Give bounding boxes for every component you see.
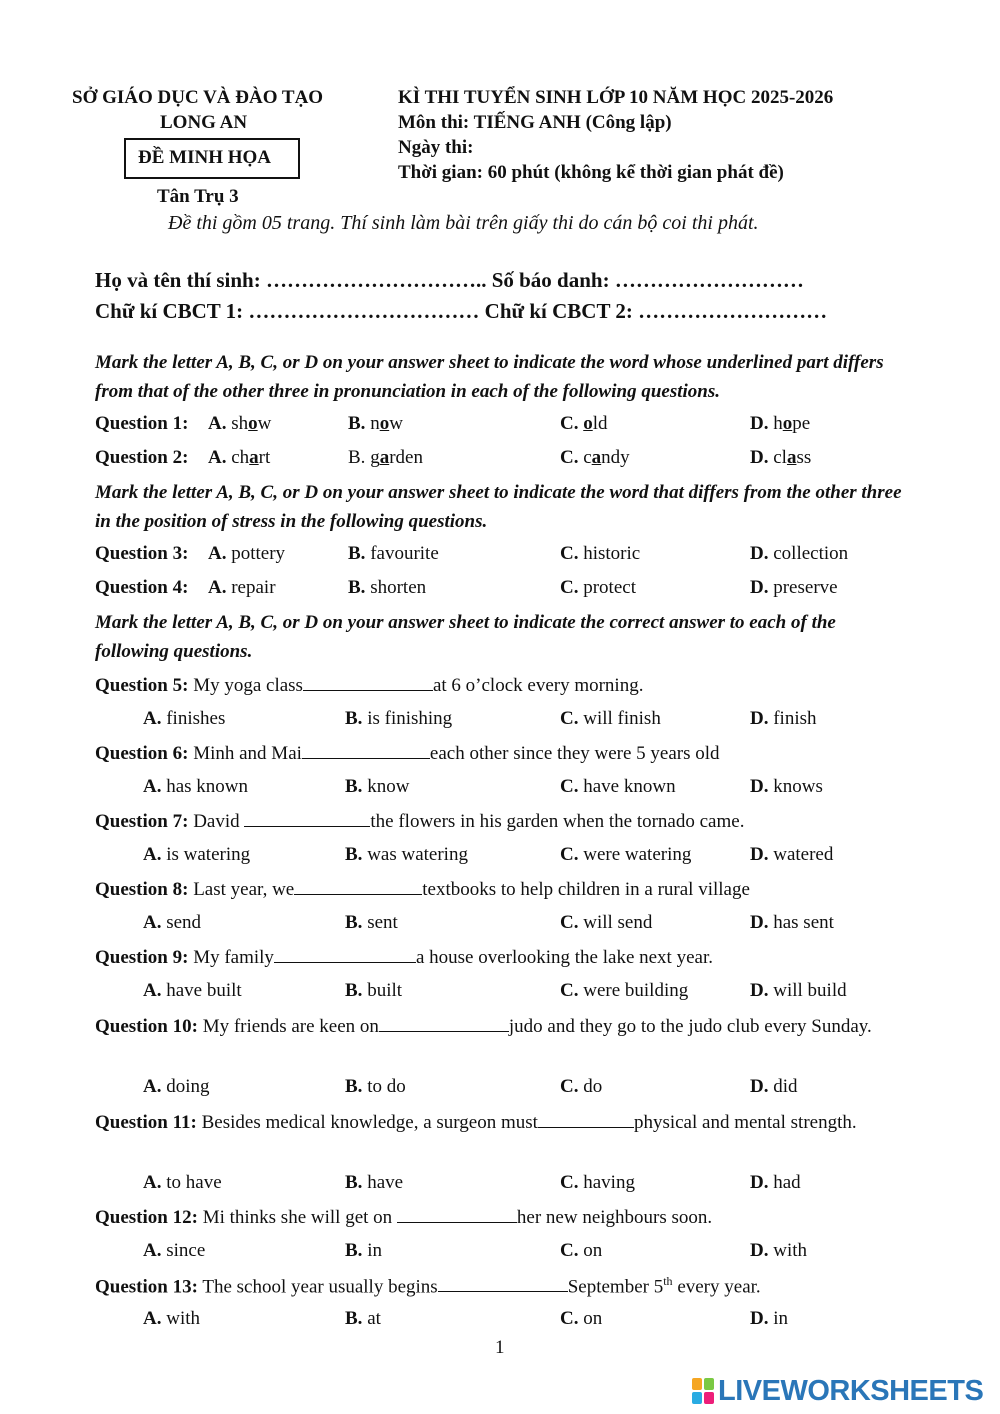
option-letter: B. xyxy=(345,708,363,729)
underlined-letter: a xyxy=(249,447,259,468)
option-letter: C. xyxy=(560,413,579,434)
option-letter: D. xyxy=(750,1240,769,1261)
answer-option xyxy=(143,1240,205,1262)
question-label: Question 1: xyxy=(95,413,189,434)
option-letter: D. xyxy=(750,912,769,933)
answer-option xyxy=(750,1308,788,1330)
question-label: Question 6: xyxy=(95,743,189,764)
question-label: Question 9: xyxy=(95,947,189,968)
option-letter: C. xyxy=(560,543,579,564)
answer-option xyxy=(208,543,285,565)
option-letter: D. xyxy=(750,577,769,598)
answer-option xyxy=(560,708,661,730)
option-letter: B. xyxy=(348,543,366,564)
answer-blank xyxy=(397,1206,517,1223)
word-suffix: rden xyxy=(389,447,423,468)
stem-after: the flowers in his garden when the tornado came. xyxy=(370,811,745,832)
word-prefix: h xyxy=(773,413,783,434)
word-prefix: ch xyxy=(231,447,250,468)
option-letter: B. xyxy=(345,1172,363,1193)
question-label: Question 4: xyxy=(95,577,189,598)
underlined-letter: o xyxy=(379,413,390,434)
option-letter: B. xyxy=(345,1240,363,1261)
answer-blank xyxy=(438,1275,568,1292)
answer-option xyxy=(345,1240,382,1262)
option-letter: C. xyxy=(560,708,579,729)
option-text: is finishing xyxy=(367,708,453,729)
stem-before: Besides medical knowledge, a surgeon must xyxy=(201,1112,538,1133)
answer-blank xyxy=(244,810,370,827)
option-text: preserve xyxy=(773,577,838,598)
watermark-text: LIVEWORKSHEETS xyxy=(718,1374,984,1407)
stem-before: David xyxy=(193,811,245,832)
option-text: to do xyxy=(367,1076,406,1097)
answer-option xyxy=(750,1240,807,1262)
question-stem xyxy=(95,1108,904,1137)
option-letter: D. xyxy=(750,447,769,468)
word-suffix: rt xyxy=(258,447,271,468)
exam-subject: Môn thi: TIẾNG ANH (Công lập) xyxy=(398,112,672,133)
stem-before: Mi thinks she will get on xyxy=(202,1207,397,1228)
option-letter: B. xyxy=(348,413,366,434)
underlined-letter: a xyxy=(591,447,602,468)
option-text: were building xyxy=(583,980,689,1001)
liveworksheets-logo-icon xyxy=(692,1378,714,1404)
option-letter: D. xyxy=(750,543,769,564)
option-letter: C. xyxy=(560,912,579,933)
stem-before: Minh and Mai xyxy=(193,743,302,764)
option-text: have built xyxy=(166,980,242,1001)
stem-after: judo and they go to the judo club every Sunday. xyxy=(508,1016,872,1037)
question-label: Question 5: xyxy=(95,675,189,696)
option-letter: D. xyxy=(750,776,769,797)
answer-option xyxy=(348,543,439,565)
answer-option xyxy=(348,413,403,435)
option-letter: A. xyxy=(208,543,227,564)
option-letter: D. xyxy=(750,1076,769,1097)
option-text: has known xyxy=(166,776,249,797)
answer-option xyxy=(560,1240,602,1262)
underlined-letter: a xyxy=(379,447,390,468)
answer-option xyxy=(143,1308,200,1330)
option-text: on xyxy=(583,1308,603,1329)
answer-option xyxy=(345,1308,381,1330)
stem-before: My family xyxy=(193,947,274,968)
answer-option xyxy=(345,776,409,798)
option-letter: B. xyxy=(348,447,366,468)
question-label: Question 8: xyxy=(95,879,189,900)
option-letter: C. xyxy=(560,776,579,797)
dept-name: SỞ GIÁO DỤC VÀ ĐÀO TẠO xyxy=(72,87,324,108)
option-letter: A. xyxy=(208,447,227,468)
word-suffix: w xyxy=(389,413,403,434)
option-letter: C. xyxy=(560,447,579,468)
stem-after: at 6 o’clock every morning. xyxy=(432,675,644,696)
answer-option xyxy=(560,413,608,435)
word-prefix: g xyxy=(370,447,380,468)
answer-option xyxy=(143,912,201,934)
answer-option xyxy=(208,413,271,435)
option-text: will send xyxy=(583,912,653,933)
underlined-letter: o xyxy=(248,413,258,434)
answer-option xyxy=(750,577,838,599)
question-label: Question 13: xyxy=(95,1276,198,1298)
answer-option xyxy=(750,708,817,730)
question-label: Question 7: xyxy=(95,811,189,832)
option-letter: B. xyxy=(348,577,366,598)
answer-option xyxy=(750,844,833,866)
option-letter: C. xyxy=(560,844,579,865)
option-text: finishes xyxy=(166,708,226,729)
answer-blank xyxy=(303,674,433,691)
answer-option xyxy=(208,447,270,469)
underlined-letter: a xyxy=(786,447,797,468)
option-letter: B. xyxy=(345,844,363,865)
question-stem xyxy=(95,878,750,901)
option-text: in xyxy=(367,1240,382,1261)
option-letter: C. xyxy=(560,1308,579,1329)
option-letter: C. xyxy=(560,1076,579,1097)
question-label: Question 12: xyxy=(95,1207,198,1228)
option-letter: B. xyxy=(345,980,363,1001)
question-stem xyxy=(95,1206,712,1229)
option-letter: D. xyxy=(750,844,769,865)
option-letter: D. xyxy=(750,708,769,729)
option-text: since xyxy=(166,1240,206,1261)
option-text: send xyxy=(166,912,202,933)
answer-option xyxy=(560,447,630,469)
exam-duration: Thời gian: 60 phút (không kể thời gian phát đề) xyxy=(398,162,784,183)
answer-option xyxy=(208,577,276,599)
question-stem xyxy=(95,1012,904,1041)
answer-option xyxy=(560,1076,602,1098)
answer-option xyxy=(345,1076,406,1098)
stem-after: textbooks to help children in a rural village xyxy=(422,879,750,900)
word-suffix: pe xyxy=(792,413,811,434)
option-text: on xyxy=(583,1240,603,1261)
page-number: 1 xyxy=(495,1337,505,1358)
option-text: had xyxy=(773,1172,801,1193)
option-text: sent xyxy=(367,912,398,933)
proctor-sign-line: Chữ kí CBCT 1: …………………………… Chữ kí CBCT 2: ……………………… xyxy=(95,299,828,323)
option-letter: A. xyxy=(143,980,162,1001)
answer-option xyxy=(143,1076,210,1098)
answer-option xyxy=(345,912,398,934)
option-letter: A. xyxy=(143,1240,162,1261)
option-letter: B. xyxy=(345,776,363,797)
option-letter: C. xyxy=(560,1172,579,1193)
option-text: do xyxy=(583,1076,603,1097)
stem-after: September 5 xyxy=(567,1276,664,1298)
stem-before: My friends are keen on xyxy=(202,1016,379,1037)
option-text: has sent xyxy=(773,912,834,933)
option-text: having xyxy=(583,1172,635,1193)
word-prefix: sh xyxy=(231,413,249,434)
answer-option xyxy=(750,1076,798,1098)
option-letter: B. xyxy=(345,1308,363,1329)
question-label: Question 3: xyxy=(95,543,189,564)
answer-blank xyxy=(294,878,422,895)
stem-before: The school year usually begins xyxy=(202,1276,438,1298)
stem-before: My yoga class xyxy=(193,675,303,696)
answer-blank xyxy=(379,1015,509,1032)
answer-option xyxy=(143,708,225,730)
option-text: knows xyxy=(773,776,823,797)
question-stem xyxy=(95,810,744,833)
answer-option xyxy=(345,844,468,866)
answer-option xyxy=(560,1172,635,1194)
answer-option xyxy=(345,708,452,730)
school-name: Tân Trụ 3 xyxy=(157,186,239,207)
answer-option xyxy=(143,980,242,1002)
option-text: shorten xyxy=(370,577,427,598)
question-label: Question 2: xyxy=(95,447,189,468)
stem-after: each other since they were 5 years old xyxy=(429,743,720,764)
answer-option xyxy=(560,577,636,599)
option-text: was watering xyxy=(367,844,468,865)
option-letter: A. xyxy=(143,776,162,797)
option-text: did xyxy=(773,1076,798,1097)
option-text: have known xyxy=(583,776,676,797)
option-letter: D. xyxy=(750,1308,769,1329)
stem-after: her new neighbours soon. xyxy=(516,1207,713,1228)
stem-after: physical and mental strength. xyxy=(633,1112,857,1133)
option-text: protect xyxy=(583,577,636,598)
option-letter: B. xyxy=(345,912,363,933)
option-letter: A. xyxy=(143,1076,162,1097)
option-letter: A. xyxy=(208,577,227,598)
word-suffix: ld xyxy=(592,413,608,434)
word-prefix: n xyxy=(370,413,380,434)
option-letter: A. xyxy=(143,1308,162,1329)
option-text: to have xyxy=(166,1172,222,1193)
exam-date: Ngày thi: xyxy=(398,137,474,158)
option-text: have xyxy=(367,1172,404,1193)
option-letter: A. xyxy=(143,844,162,865)
answer-option xyxy=(560,844,691,866)
question-stem xyxy=(95,946,713,969)
option-text: collection xyxy=(773,543,849,564)
answer-option xyxy=(750,413,810,435)
option-letter: A. xyxy=(208,413,227,434)
answer-option xyxy=(348,577,426,599)
answer-blank xyxy=(274,946,416,963)
exam-note: Đề thi gồm 05 trang. Thí sinh làm bài trên giấy thi do cán bộ coi thi phát. xyxy=(168,212,759,234)
word-suffix: ss xyxy=(796,447,812,468)
option-text: doing xyxy=(166,1076,210,1097)
answer-option xyxy=(560,912,652,934)
answer-option xyxy=(560,543,640,565)
sample-exam-label: ĐỀ MINH HỌA xyxy=(138,147,271,168)
answer-option xyxy=(143,1172,222,1194)
option-text: favourite xyxy=(370,543,439,564)
stem-before: Last year, we xyxy=(193,879,295,900)
underlined-letter: o xyxy=(583,413,593,434)
option-letter: A. xyxy=(143,1172,162,1193)
option-text: historic xyxy=(583,543,641,564)
question-stem xyxy=(95,674,643,697)
option-letter: C. xyxy=(560,1240,579,1261)
option-text: will finish xyxy=(583,708,661,729)
underlined-letter: o xyxy=(782,413,793,434)
instruction-pronunciation: Mark the letter A, B, C, or D on your answer sheet to indicate the word whose underlined part differs from that of the other three in pronunciation in each of the following questions. xyxy=(95,352,884,402)
option-text: repair xyxy=(231,577,276,598)
option-text: pottery xyxy=(231,543,286,564)
answer-option xyxy=(750,912,834,934)
exam-title: KÌ THI TUYỂN SINH LỚP 10 NĂM HỌC 2025-2026 xyxy=(398,87,834,108)
option-text: with xyxy=(773,1240,808,1261)
answer-option xyxy=(750,776,823,798)
option-letter: A. xyxy=(143,708,162,729)
option-letter: D. xyxy=(750,413,769,434)
option-text: with xyxy=(166,1308,201,1329)
word-suffix: ndy xyxy=(601,447,630,468)
superscript: th xyxy=(663,1274,673,1288)
answer-blank xyxy=(302,742,430,759)
option-letter: C. xyxy=(560,980,579,1001)
option-letter: A. xyxy=(143,912,162,933)
word-suffix: w xyxy=(257,413,272,434)
option-text: know xyxy=(367,776,410,797)
option-text: will build xyxy=(773,980,847,1001)
answer-option xyxy=(750,447,811,469)
question-stem xyxy=(95,742,720,765)
answer-option xyxy=(750,980,847,1002)
question-label: Question 11: xyxy=(95,1112,197,1133)
option-letter: C. xyxy=(560,577,579,598)
option-text: is watering xyxy=(166,844,251,865)
option-letter: D. xyxy=(750,1172,769,1193)
answer-option xyxy=(750,1172,801,1194)
answer-option xyxy=(143,844,250,866)
answer-option xyxy=(560,1308,602,1330)
question-label: Question 10: xyxy=(95,1016,198,1037)
answer-blank xyxy=(538,1111,634,1128)
province-name: LONG AN xyxy=(160,112,248,133)
answer-option xyxy=(143,776,248,798)
option-text: finish xyxy=(773,708,817,729)
option-letter: D. xyxy=(750,980,769,1001)
instruction-stress: Mark the letter A, B, C, or D on your answer sheet to indicate the word that differs from the other three in the position of stress in the following questions. xyxy=(95,482,902,532)
word-prefix: cl xyxy=(773,447,787,468)
option-text: in xyxy=(773,1308,789,1329)
option-letter: B. xyxy=(345,1076,363,1097)
answer-option xyxy=(560,980,688,1002)
word-prefix: c xyxy=(583,447,592,468)
answer-option xyxy=(345,1172,403,1194)
answer-option xyxy=(348,447,423,469)
option-text: at xyxy=(367,1308,381,1329)
answer-option xyxy=(345,980,402,1002)
option-text: built xyxy=(367,980,403,1001)
option-text: watered xyxy=(773,844,834,865)
answer-option xyxy=(560,776,676,798)
question-stem xyxy=(95,1274,761,1298)
answer-option xyxy=(750,543,848,565)
liveworksheets-logo xyxy=(692,1374,983,1408)
instruction-correct-answer: Mark the letter A, B, C, or D on your answer sheet to indicate the correct answer to each of the following questions. xyxy=(95,612,836,662)
stem-after: a house overlooking the lake next year. xyxy=(415,947,713,968)
candidate-name-line: Họ và tên thí sinh: ………………………….. Số báo danh: ……………………… xyxy=(95,268,804,292)
option-text: were watering xyxy=(583,844,692,865)
stem-after-2: every year. xyxy=(672,1276,761,1298)
